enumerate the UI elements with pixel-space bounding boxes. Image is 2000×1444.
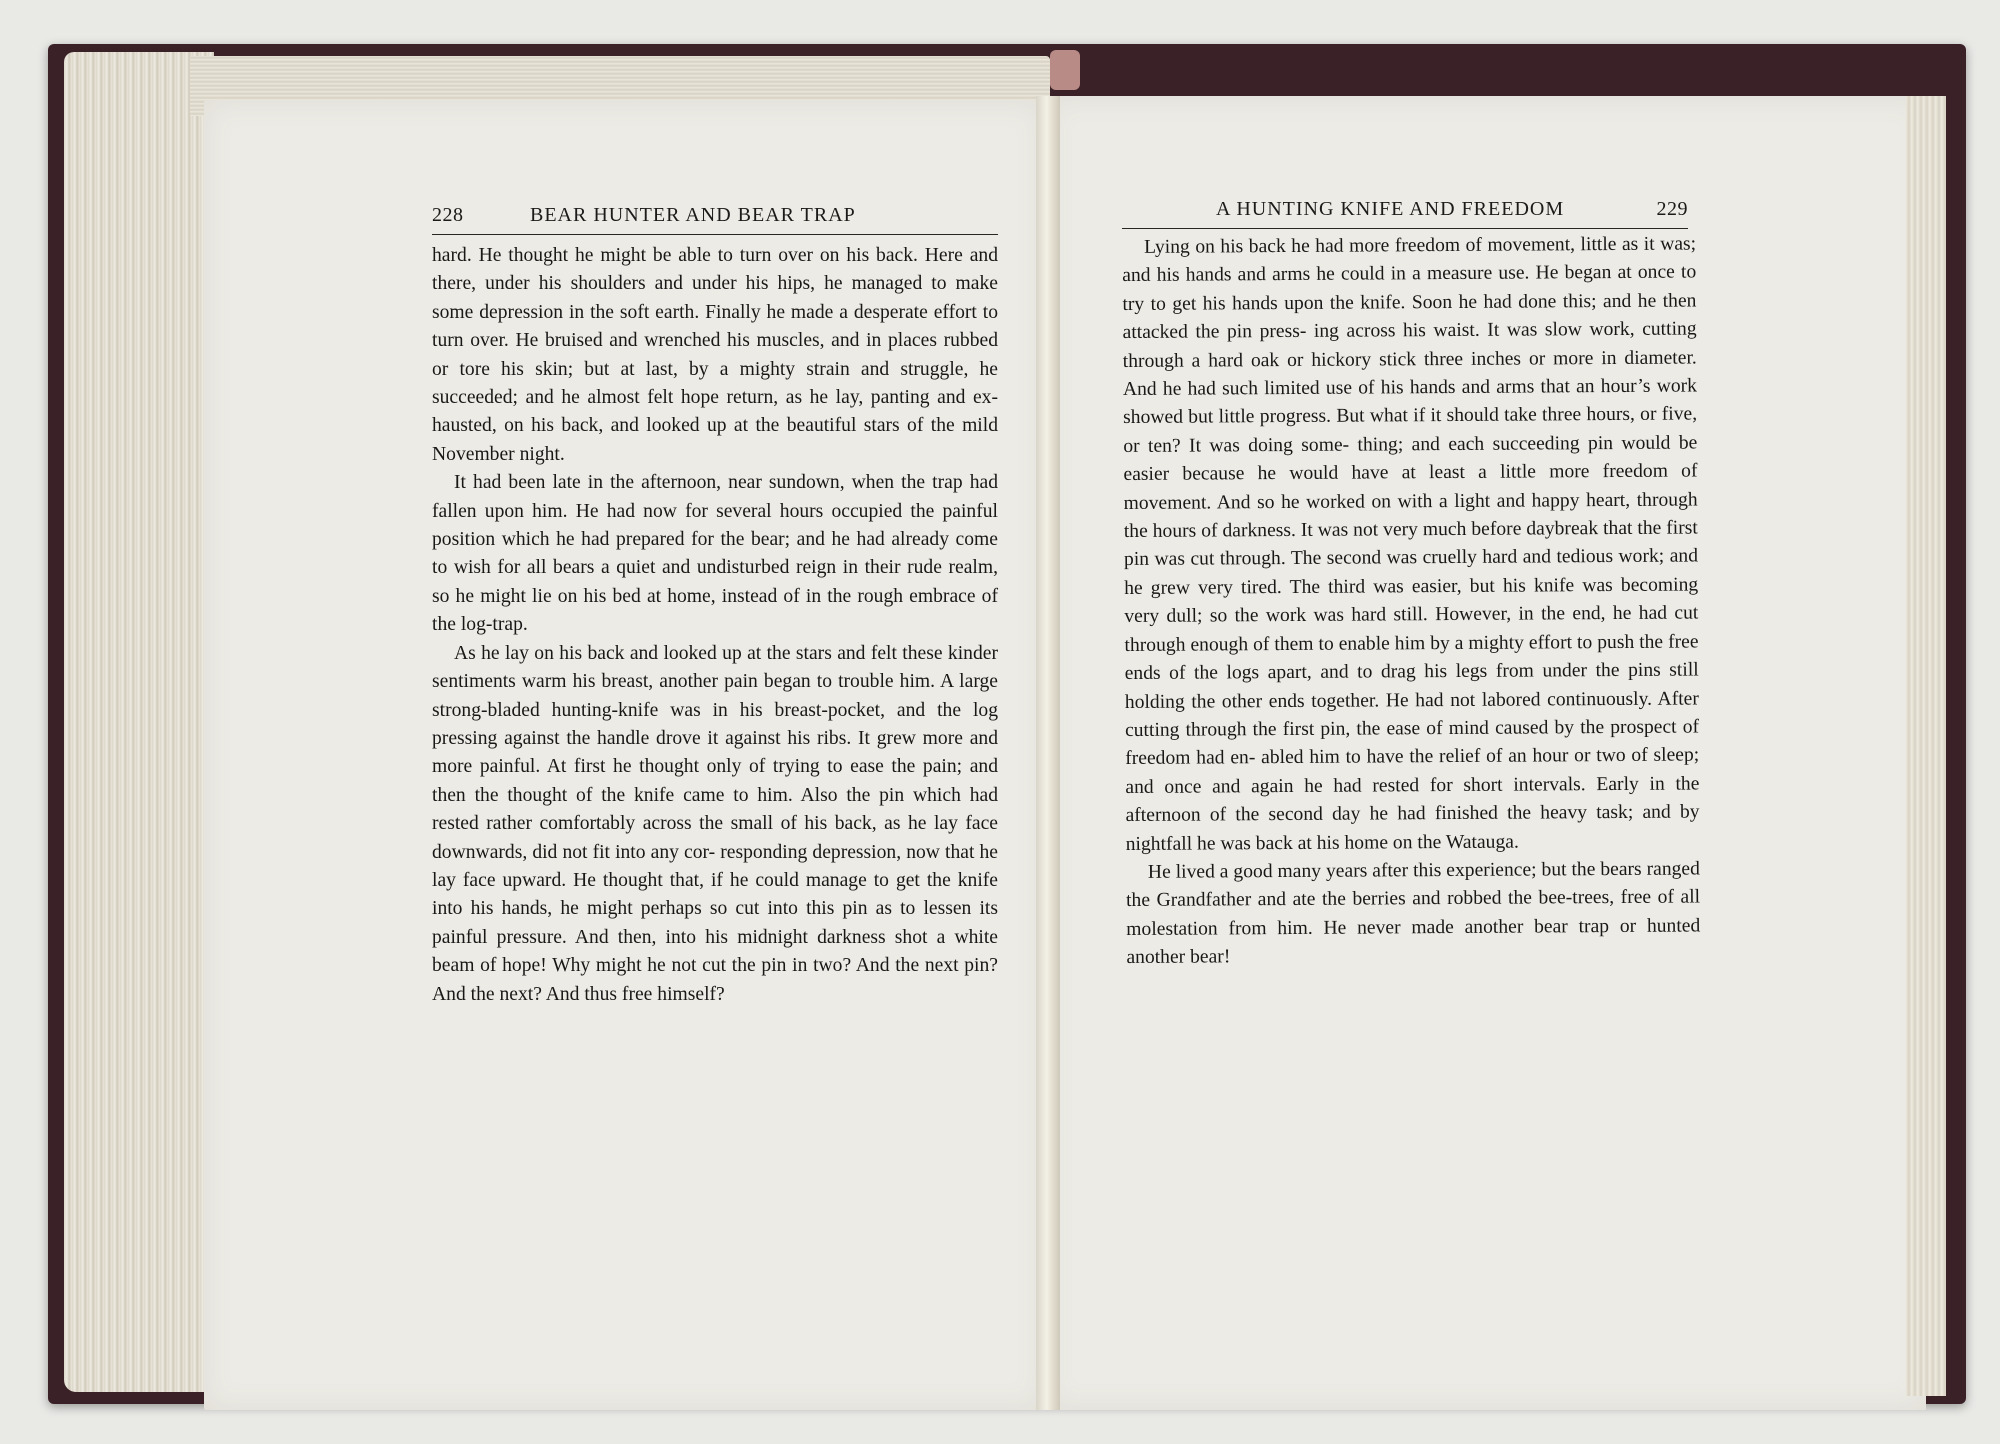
left-running-header: [432, 204, 998, 235]
headband: [1050, 50, 1080, 90]
left-page-number: 228: [432, 204, 464, 226]
right-paragraph-1: Lying on his back he had more freedom of movement, little as it was; and his hands and arms he could in a measure use. He began at once to try to get his hands upon the knife. Soon he had done this; and he then attacked the pin press- ing across his waist. It was slow work, cutting through a hard oak or hickory stick three inches or more in diameter. And he had such limited use of his hands and arms that an hour’s work showed but little progress. But what if it should take three hours, or five, or ten? It was doing some- thing; and each succeeding pin would be easier because he would have at least a little more freedom of movement. And so he worked on with a light and happy heart, through the hours of darkness. It was not very much before daybreak that the first pin was cut through. The second was cruelly hard and tedious work; and he grew very tired. The third was easier, but his knife was becoming very dull; so the work was hard still. However, in the end, he had cut through enough of them to enable him by a mighty effort to push the free ends of the logs apart, and to drag his legs from under the pins still holding the other ends together. He had not labored continuously. After cutting through the first pin, the ease of mind caused by the prospect of freedom had en- abled him to have the relief of an hour or two of sleep; and once and again he had rested for short intervals. Early in the afternoon of the second day he had finished the heavy task; and by nightfall he was back at his home on the Watauga.: [1122, 233, 1700, 855]
left-page-body: [432, 242, 998, 1009]
right-paragraph-2: He lived a good many years after this experience; but the bears ranged the Grandfather and ate the berries and robbed the bee-trees, free of all molestation from him. He never made another bear trap or hunted another bear!: [1126, 858, 1701, 969]
left-paragraph-3: As he lay on his back and looked up at the stars and felt these kinder sentiments warm his breast, another pain began to trouble him. A large strong-bladed hunting-knife was in his breast-pocket, and the log pressing against the handle drove it against his ribs. It grew more and more painful. At first he thought only of trying to ease the pain; and then the thought of the knife came to him. Also the pin which had rested rather comfortably across the small of his back, as he lay face downwards, did not fit into any cor- responding depression, now that he lay face upward. He thought that, if he could manage to get the knife into his hands, he might perhaps so cut into this pin as to lessen its painful pressure. And then, into his midnight darkness shot a white beam of hope! Why might he not cut the pin in two? And the next pin? And the next? And thus free himself?: [432, 642, 998, 1005]
right-running-header: [1122, 198, 1688, 229]
left-running-head-title: BEAR HUNTER AND BEAR TRAP: [530, 204, 856, 226]
gutter: [1036, 96, 1060, 1410]
right-page-number: 229: [1656, 198, 1688, 220]
left-paragraph-1: hard. He thought he might be able to turn over on his back. Here and there, under his shoulders and under his hips, he managed to make some depression in the soft earth. Finally he made a desperate effort to turn over. He bruised and wrenched his muscles, and in places rubbed or tore his skin; but at last, by a mighty strain and struggle, he succeeded; and he almost felt hope return, as he lay, panting and ex- hausted, on his back, and looked up at the beautiful stars of the mild November night.: [432, 245, 998, 465]
right-page-edge: [1906, 96, 1946, 1396]
right-page-body: [1122, 230, 1701, 972]
page-stack-edge: [64, 52, 214, 1392]
left-paragraph-2: It had been late in the afternoon, near sundown, when the trap had fallen upon him. He had now for several hours occupied the painful position which he had prepared for the bear; and he had already come to wish for all bears a quiet and undisturbed reign in their rude realm, so he might lie on his bed at home, instead of in the rough embrace of the log-trap.: [432, 472, 998, 636]
right-running-head-title: A HUNTING KNIFE AND FREEDOM: [1216, 198, 1565, 220]
